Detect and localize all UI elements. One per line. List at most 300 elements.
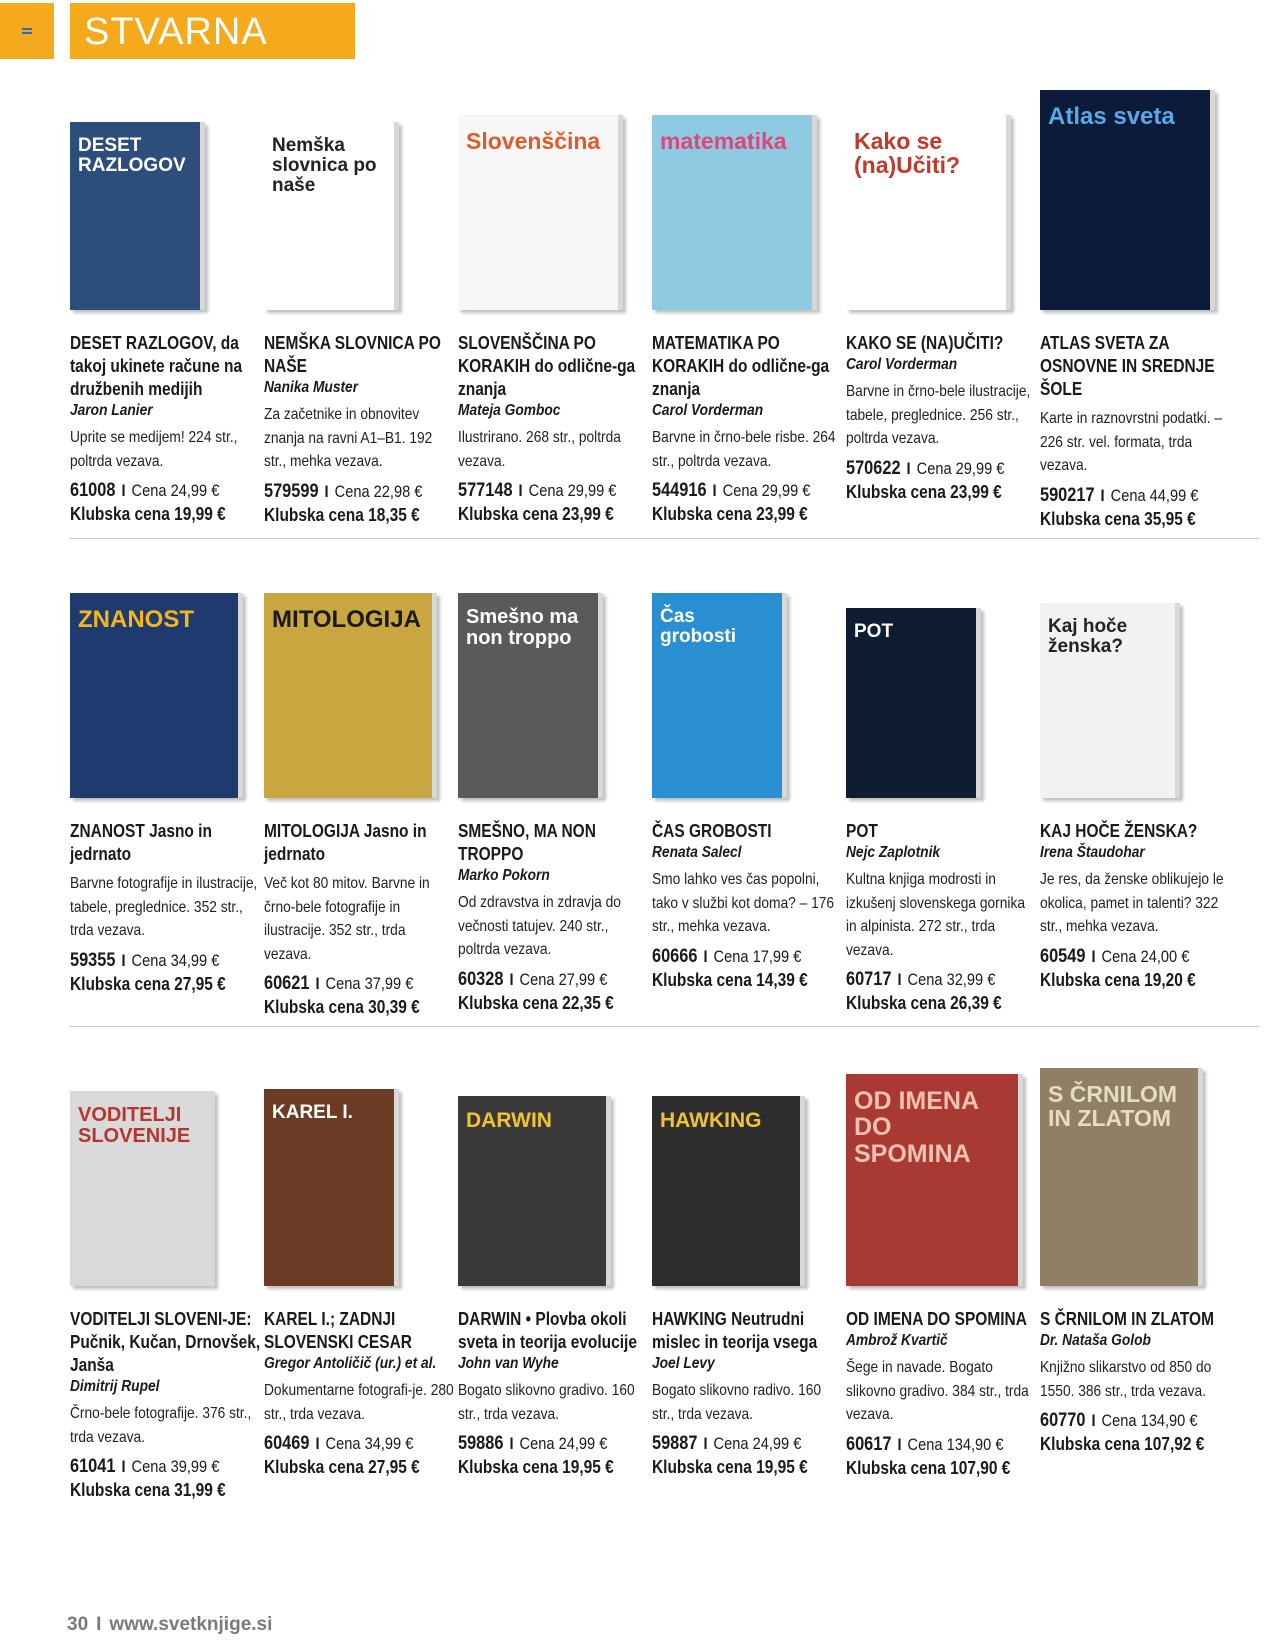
book-info [70, 820, 262, 996]
price-line [1040, 945, 1234, 969]
price-line [652, 945, 846, 969]
club-price [1040, 1433, 1234, 1456]
cover-wrap [264, 1046, 452, 1286]
book-description: Barvne in črno-bele ilustracije, tabele, preglednice. 256 str., poltrda vezava. [846, 383, 1031, 447]
price-value: 34,99 € [364, 1434, 414, 1453]
book-info [846, 820, 1038, 1015]
price-block [70, 479, 264, 526]
price-line [70, 949, 264, 973]
page-number: 30 [67, 1614, 89, 1635]
club-price-label: Klubska cena [264, 504, 364, 525]
product-code: 60617 [846, 1433, 892, 1455]
club-price [264, 1456, 458, 1479]
book-cover[interactable] [70, 593, 243, 798]
book-card[interactable] [1040, 1046, 1228, 1454]
product-code: 59886 [458, 1433, 504, 1454]
book-description: Dokumentarne fotografi-je. 280 str., trda vezava. [264, 1382, 454, 1423]
book-title[interactable]: S ČRNILOM IN ZLATOM [1040, 1309, 1215, 1329]
price-line [652, 1432, 846, 1456]
book-title[interactable]: VODITELJI SLOVENI-JE: Pučnik, Kučan, Drnovšek, Janša [70, 1309, 261, 1375]
price-block [1040, 945, 1234, 992]
cover-wrap [264, 70, 452, 310]
book-card[interactable] [652, 1046, 840, 1477]
price-block [264, 972, 458, 1019]
book-info [458, 332, 650, 526]
footer-separator: I [96, 1614, 102, 1635]
product-code: 579599 [264, 480, 319, 502]
price-label: Cena [916, 458, 952, 478]
cover-title: OD IMENA DO SPOMINA [854, 1087, 979, 1168]
book-description: Barvne in črno-bele risbe. 264 str., poltrda vezava. [652, 429, 836, 470]
price-separator: I [897, 970, 902, 989]
club-price [70, 503, 264, 526]
book-description: Knjižno slikarstvo od 850 do 1550. 386 str., trda vezava. [1040, 1359, 1212, 1400]
price-label: Cena [325, 974, 361, 993]
club-price-label: Klubska cena [458, 992, 558, 1013]
book-cover[interactable] [458, 593, 603, 798]
price-block [846, 968, 1040, 1015]
product-code: 570622 [846, 457, 901, 479]
book-info [70, 1308, 262, 1502]
book-title[interactable]: SLOVENŠČINA PO KORAKIH do odlične-ga znanja [458, 333, 636, 399]
book-card[interactable] [1040, 558, 1228, 990]
price-label: Cena [528, 481, 564, 500]
book-card[interactable] [846, 70, 1034, 502]
book-cover[interactable] [264, 1089, 399, 1286]
price-block [652, 1432, 846, 1479]
book-title[interactable]: DESET RAZLOGOV, da takoj ukinete račune na družbenih medijih [70, 333, 243, 399]
price-label: Cena [713, 1434, 749, 1453]
club-price-value: 19,95 € [562, 1457, 614, 1477]
club-price-label: Klubska cena [1040, 508, 1140, 529]
club-price [458, 1456, 652, 1479]
book-info [264, 820, 456, 1019]
book-cover[interactable] [1040, 90, 1215, 310]
price-separator: I [315, 974, 320, 993]
book-card[interactable] [458, 558, 646, 1013]
product-code: 577148 [458, 480, 513, 501]
book-cover[interactable] [652, 115, 817, 310]
book-info [458, 820, 650, 1015]
product-code: 60328 [458, 968, 504, 990]
price-value: 34,99 € [170, 950, 220, 970]
price-label: Cena [907, 1434, 943, 1454]
book-cover[interactable] [264, 593, 437, 798]
price-value: 24,00 € [1140, 946, 1190, 966]
cover-title: KAREL I. [272, 1102, 353, 1123]
price-separator: I [121, 950, 126, 970]
price-block [1040, 484, 1234, 531]
book-info [652, 332, 844, 526]
club-price-value: 35,95 € [1144, 508, 1196, 529]
club-price-value: 30,39 € [368, 997, 420, 1017]
price-separator: I [315, 1434, 320, 1453]
price-value: 39,99 € [170, 1457, 220, 1476]
book-author: Dr. Nataša Golob [1040, 1332, 1151, 1349]
price-block [652, 479, 846, 526]
cover-title: VODITELJI SLOVENIJE [78, 1104, 191, 1147]
book-card[interactable] [458, 1046, 646, 1477]
cover-wrap [652, 70, 840, 310]
book-author: Irena Štaudohar [1040, 844, 1145, 861]
book-title[interactable]: POT [846, 821, 878, 841]
club-price-value: 27,95 € [368, 1457, 420, 1477]
book-description: Kultna knjiga modrosti in izkušenj slovenskega gornika in alpinista. 272 str., trda vezava. [846, 871, 1025, 959]
club-price [652, 1456, 846, 1479]
book-author: Nanika Muster [264, 379, 359, 396]
book-author: Renata Salecl [652, 844, 742, 861]
price-line [264, 480, 458, 504]
price-block [70, 949, 264, 996]
price-value: 27,99 € [558, 969, 608, 989]
cover-wrap [652, 1046, 840, 1286]
cover-wrap [70, 558, 258, 798]
price-value: 29,99 € [955, 458, 1005, 478]
book-card[interactable] [264, 70, 452, 525]
page-footer [67, 1614, 272, 1636]
book-description: Bogato slikovno gradivo. 160 str., trda vezava. [458, 1382, 635, 1423]
book-author: Marko Pokorn [458, 867, 550, 884]
club-price [264, 504, 458, 527]
club-price [1040, 508, 1234, 531]
cover-title: Slovenščina [466, 128, 601, 154]
product-code: 60549 [1040, 945, 1086, 967]
price-line [652, 479, 846, 503]
price-line [846, 457, 1040, 481]
price-line [1040, 484, 1234, 508]
product-code: 544916 [652, 480, 707, 501]
club-price-value: 23,99 € [950, 481, 1002, 502]
price-separator: I [1091, 946, 1096, 966]
book-title[interactable]: ZNANOST Jasno in jedrnato [70, 821, 212, 864]
price-label: Cena [907, 970, 943, 989]
book-description: Karte in raznovrstni podatki. –226 str. vel. formata, trda vezava. [1040, 410, 1223, 474]
book-author: Carol Vorderman [846, 356, 958, 373]
price-separator: I [509, 969, 514, 989]
cover-title: MITOLOGIJA [272, 606, 421, 633]
club-price [70, 973, 264, 996]
row-divider [70, 538, 1260, 539]
book-description: Črno-bele fotografije. 376 str., trda vezava. [70, 1405, 252, 1446]
price-block [458, 479, 652, 526]
cover-title: Kako se (na)Učiti? [854, 128, 961, 179]
book-card[interactable] [264, 558, 452, 1017]
price-label: Cena [1110, 485, 1146, 505]
price-block [70, 1455, 264, 1502]
club-price [264, 996, 458, 1019]
price-block [846, 1433, 1040, 1480]
book-info [1040, 1308, 1232, 1456]
price-label: Cena [131, 481, 167, 500]
book-author: Dimitrij Rupel [70, 1378, 160, 1395]
club-price-value: 107,90 € [950, 1457, 1011, 1478]
price-value: 32,99 € [946, 970, 996, 989]
price-label: Cena [722, 481, 758, 500]
club-price [846, 1457, 1040, 1480]
cover-wrap [458, 1046, 646, 1286]
price-line [846, 968, 1040, 992]
book-card[interactable] [846, 1046, 1034, 1478]
product-code: 60717 [846, 969, 892, 990]
book-title[interactable]: SMEŠNO, MA NON TROPPO [458, 821, 596, 864]
price-value: 22,98 € [373, 481, 423, 501]
book-cover[interactable] [846, 608, 981, 798]
product-code: 61041 [70, 1456, 116, 1477]
price-line [70, 479, 264, 503]
book-card[interactable] [70, 1046, 261, 1500]
cover-title: DESET RAZLOGOV [78, 135, 186, 176]
club-price-label: Klubska cena [846, 481, 946, 502]
book-info [264, 332, 456, 527]
club-price-value: 31,99 € [174, 1480, 226, 1500]
price-separator: I [712, 481, 717, 500]
website-link[interactable]: www.svetknjige.si [109, 1614, 273, 1635]
book-info [652, 820, 844, 992]
price-block [652, 945, 846, 992]
product-code: 61008 [70, 480, 116, 501]
menu-button[interactable] [0, 3, 54, 59]
book-row [70, 558, 1260, 1070]
book-title[interactable]: HAWKING Neutrudni mislec in teorija vsega [652, 1309, 818, 1352]
book-cover[interactable] [1040, 603, 1180, 798]
book-author: Carol Vorderman [652, 402, 764, 419]
price-label: Cena [334, 481, 370, 501]
section-title: STVARNA [70, 3, 355, 59]
book-title[interactable]: KAREL I.; ZADNJI SLOVENSKI CESAR [264, 1309, 412, 1352]
book-title[interactable]: KAJ HOČE ŽENSKA? [1040, 821, 1198, 841]
price-block [846, 457, 1040, 504]
club-price-label: Klubska cena [1040, 969, 1140, 990]
cover-wrap [846, 70, 1034, 310]
book-card[interactable] [846, 558, 1034, 1013]
book-info [652, 1308, 844, 1479]
book-description: Od zdravstva in zdravja do večnosti tatujev. 240 str., poltrda vezava. [458, 894, 621, 958]
product-code: 59887 [652, 1433, 698, 1454]
book-author: John van Wyhe [458, 1355, 559, 1372]
club-price-value: 18,35 € [368, 504, 420, 525]
club-price-label: Klubska cena [264, 1457, 364, 1477]
club-price-label: Klubska cena [70, 973, 170, 994]
product-code: 59355 [70, 949, 116, 971]
price-block [458, 968, 652, 1015]
product-code: 60666 [652, 945, 698, 967]
book-cover[interactable] [458, 1096, 611, 1286]
price-value: 29,99 € [761, 481, 811, 500]
price-line [458, 968, 652, 992]
book-cover[interactable] [458, 115, 623, 310]
club-price-label: Klubska cena [846, 993, 946, 1013]
club-price-value: 107,92 € [1144, 1434, 1205, 1454]
price-separator: I [1100, 485, 1105, 505]
price-separator: I [897, 1434, 902, 1454]
cover-wrap [1040, 70, 1228, 310]
club-price-value: 23,99 € [756, 504, 808, 524]
book-description: Bogato slikovno radivo. 160 str., trda vezava. [652, 1382, 822, 1423]
book-title[interactable]: MATEMATIKA PO KORAKIH do odlične-ga znanja [652, 333, 830, 399]
book-author: Ambrož Kvartič [846, 1332, 948, 1349]
price-label: Cena [519, 1434, 555, 1453]
book-card[interactable] [70, 70, 258, 524]
price-separator: I [703, 1434, 708, 1453]
price-block [458, 1432, 652, 1479]
book-info [1040, 820, 1232, 992]
cover-wrap [846, 1046, 1034, 1286]
club-price-label: Klubska cena [70, 1480, 170, 1500]
cover-wrap [652, 558, 840, 798]
book-description: Je res, da ženske oblikujejo le okolica, pamet in talenti? 322 str., mehka vezava. [1040, 871, 1224, 935]
price-label: Cena [325, 1434, 361, 1453]
price-value: 24,99 € [170, 481, 220, 500]
price-line [458, 479, 652, 503]
cover-title: Atlas sveta [1048, 103, 1175, 130]
cover-wrap [458, 70, 646, 310]
book-title[interactable]: ATLAS SVETA ZA OSNOVNE IN SREDNJE ŠOLE [1040, 333, 1215, 399]
product-code: 60621 [264, 973, 310, 994]
price-separator: I [324, 481, 329, 501]
cover-title: Kaj hoče ženska? [1048, 616, 1128, 657]
book-description: Šege in navade. Bogato slikovno gradivo. 384 str., trda vezava. [846, 1359, 1029, 1423]
price-line [264, 972, 458, 996]
price-value: 37,99 € [364, 974, 414, 993]
cover-wrap [70, 70, 258, 310]
book-description: Več kot 80 mitov. Barvne in črno-bele fotografije in ilustracije. 352 str., trda vezava. [264, 875, 430, 963]
price-label: Cena [131, 1457, 167, 1476]
price-label: Cena [1101, 946, 1137, 966]
book-cover[interactable] [264, 122, 399, 310]
cover-title: POT [854, 621, 894, 642]
club-price [70, 1479, 264, 1502]
book-info [1040, 332, 1232, 531]
club-price-label: Klubska cena [652, 504, 752, 524]
book-card[interactable] [458, 70, 646, 524]
book-title[interactable]: KAKO SE (NA)UČITI? [846, 333, 1004, 353]
cover-title: Nemška slovnica po naše [272, 135, 377, 196]
book-author: Mateja Gomboc [458, 402, 561, 419]
book-cover[interactable] [652, 593, 787, 798]
price-line [458, 1432, 652, 1456]
price-line [846, 1433, 1040, 1457]
book-card[interactable] [652, 558, 840, 990]
club-price-value: 19,95 € [756, 1457, 808, 1477]
book-info [846, 1308, 1038, 1480]
cover-title: matematika [660, 128, 787, 154]
cover-title: DARWIN [466, 1109, 552, 1132]
club-price [652, 503, 846, 526]
price-block [1040, 1409, 1234, 1456]
book-row [70, 1046, 1260, 1558]
price-separator: I [906, 458, 911, 478]
price-value: 17,99 € [752, 946, 802, 966]
cover-title: HAWKING [660, 1109, 762, 1132]
club-price-value: 19,20 € [1144, 969, 1196, 990]
club-price-label: Klubska cena [652, 1457, 752, 1477]
cover-wrap [1040, 1046, 1228, 1286]
hamburger-icon [22, 26, 32, 36]
book-cover[interactable] [70, 1091, 215, 1286]
cover-wrap [846, 558, 1034, 798]
book-author: Jaron Lanier [70, 402, 153, 419]
book-card[interactable] [70, 558, 258, 994]
club-price [846, 992, 1040, 1015]
book-cover[interactable] [70, 122, 205, 310]
book-cover[interactable] [846, 115, 1011, 310]
price-separator: I [1091, 1411, 1096, 1430]
cover-wrap [458, 558, 646, 798]
price-label: Cena [1101, 1411, 1137, 1430]
book-author: Joel Levy [652, 1355, 715, 1372]
club-price-label: Klubska cena [458, 504, 558, 524]
price-label: Cena [713, 946, 749, 966]
book-cover[interactable] [846, 1074, 1023, 1286]
price-line [264, 1432, 458, 1456]
club-price [458, 992, 652, 1015]
club-price-value: 27,95 € [174, 973, 226, 994]
price-value: 24,99 € [558, 1434, 608, 1453]
book-description: Ilustrirano. 268 str., poltrda vezava. [458, 429, 621, 470]
price-separator: I [518, 481, 523, 500]
book-title[interactable]: OD IMENA DO SPOMINA [846, 1309, 1027, 1329]
club-price-value: 26,39 € [950, 993, 1002, 1013]
book-card[interactable] [264, 1046, 454, 1477]
book-card[interactable] [1040, 70, 1228, 529]
price-separator: I [509, 1434, 514, 1453]
cover-title: S ČRNILOM IN ZLATOM [1048, 1081, 1178, 1132]
book-description: Smo lahko ves čas popolni, tako v službi kot doma? – 176 str., mehka vezava. [652, 871, 835, 935]
book-title[interactable]: MITOLOGIJA Jasno in jedrnato [264, 821, 427, 864]
book-description: Uprite se medijem! 224 str., poltrda vezava. [70, 429, 238, 470]
product-code: 60469 [264, 1433, 310, 1454]
price-value: 44,99 € [1149, 485, 1199, 505]
book-author: Nejc Zaplotnik [846, 844, 941, 861]
price-value: 24,99 € [752, 1434, 802, 1453]
club-price-label: Klubska cena [846, 1457, 946, 1478]
price-separator: I [121, 481, 126, 500]
book-cover[interactable] [652, 1096, 805, 1286]
book-title[interactable]: NEMŠKA SLOVNICA PO NAŠE [264, 333, 441, 376]
book-title[interactable]: DARWIN • Plovba okoli sveta in teorija evolucije [458, 1309, 637, 1352]
club-price-label: Klubska cena [70, 504, 170, 524]
price-value: 134,90 € [1140, 1411, 1198, 1430]
book-title[interactable]: ČAS GROBOSTI [652, 821, 772, 841]
cover-title: ZNANOST [78, 606, 194, 633]
cover-wrap [70, 1046, 258, 1286]
product-code: 590217 [1040, 484, 1095, 506]
club-price-value: 23,99 € [562, 504, 614, 524]
cover-wrap [264, 558, 452, 798]
book-description: Za začetnike in obnovitev znanja na ravni A1–B1. 192 str., mehka vezava. [264, 406, 433, 470]
book-description: Barvne fotografije in ilustracije, tabele, preglednice. 352 str., trda vezava. [70, 875, 258, 939]
club-price [458, 503, 652, 526]
club-price-label: Klubska cena [652, 969, 752, 990]
price-separator: I [121, 1457, 126, 1476]
club-price [652, 969, 846, 992]
book-info [458, 1308, 650, 1479]
book-cover[interactable] [1040, 1068, 1203, 1286]
product-code: 60770 [1040, 1410, 1086, 1431]
price-line [70, 1455, 264, 1479]
club-price-value: 19,99 € [174, 504, 226, 524]
club-price-value: 14,39 € [756, 969, 808, 990]
book-card[interactable] [652, 70, 840, 524]
club-price-label: Klubska cena [1040, 1434, 1140, 1454]
club-price-label: Klubska cena [264, 997, 364, 1017]
price-separator: I [703, 946, 708, 966]
cover-title: Smešno ma non troppo [466, 606, 579, 649]
price-block [264, 1432, 458, 1479]
row-divider [70, 1026, 1260, 1027]
club-price-value: 22,35 € [562, 992, 614, 1013]
book-info [264, 1308, 456, 1479]
